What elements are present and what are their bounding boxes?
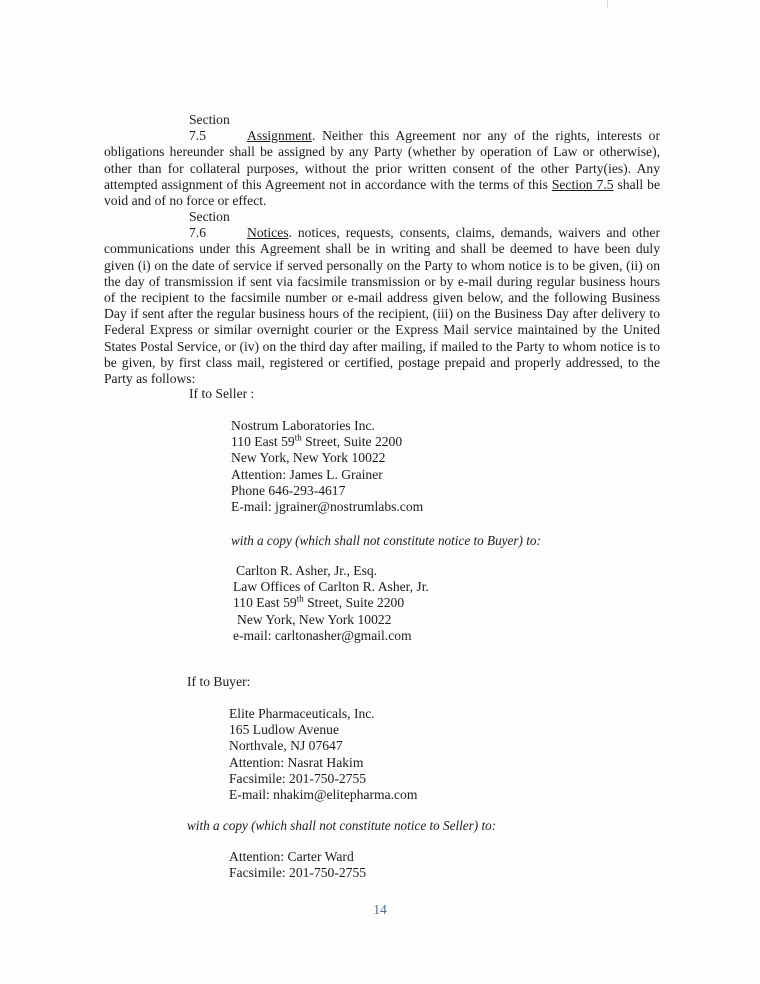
seller-name: Nostrum Laboratories Inc. [231,418,375,433]
seller-copy-city: New York, New York 10022 [237,611,392,627]
section-7-6-paragraph [104,209,660,387]
seller-attention: Attention: James L. Grainer [231,466,383,482]
seller-phone: Phone 646-293-4617 [231,482,346,498]
buyer-facsimile: Facsimile: 201-750-2755 [229,770,367,786]
buyer-copy-address-block [229,849,366,881]
seller-copy-note: with a copy (which shall not constitute notice to Buyer) to: [231,533,541,548]
scan-edge-mark [607,0,608,8]
seller-copy-firm: Law Offices of Carlton R. Asher, Jr. [233,579,429,595]
section-7-5-reference: Section 7.5 [551,176,614,192]
buyer-label: If to Buyer: [187,674,251,689]
buyer-copy-note: with a copy (which shall not constitute notice to Seller) to: [187,818,497,833]
section-7-5-body: . Neither this Agreement nor any of the rights, interests or obligations hereunder shall be assigned by any Party (whether by operation of Law or otherwise), other than for collateral purposes, without the prior written consent of the other Party(ies). Any attempted assignment of this Agreement not in accordance with the terms of this [104,128,660,192]
section-7-5-heading: Assignment [247,128,312,144]
seller-address-block [231,418,423,515]
section-7-6-number: Section 7.6 [189,209,230,241]
seller-city: New York, New York 10022 [231,450,386,466]
buyer-copy-facsimile: Facsimile: 201-750-2755 [229,865,367,881]
section-7-6-body: . notices, requests, consents, claims, demands, waivers and other communications under this Agreement shall be in writing and shall be deemed to have been duly given (i) on the date of service if served personally on the Party to whom notice is to be given, (ii) on the day of transmission if sent via facsimile transmission or by e-mail during regular business hours of the recipient to the facsimile number or e-mail address given below, and the following Business Day if sent after the regular business hours of the recipient, (iii) on the Business Day after delivery to Federal Express or similar overnight courier or the Express Mail service maintained by the United States Postal Service, or (iv) on the third day after mailing, if mailed to the Party to whom notice is to be given, by first class mail, registered or certified, postage prepaid and properly addressed, to the Party as follows: [104,225,660,387]
seller-copy-street: 110 East 59th Street, Suite 2200 [233,593,405,611]
seller-copy-name: Carlton R. Asher, Jr., Esq. [236,563,378,578]
page-number: 14 [373,902,387,917]
buyer-city: Northvale, NJ 07647 [229,738,343,754]
buyer-name: Elite Pharmaceuticals, Inc. [229,706,375,721]
section-7-6-heading: Notices [247,225,289,241]
seller-copy-email: e-mail: carltonasher@gmail.com [233,627,412,643]
seller-label: If to Seller : [189,386,255,401]
section-7-5-number: Section 7.5 [189,112,230,144]
buyer-copy-attention: Attention: Carter Ward [229,849,354,864]
buyer-email: E-mail: nhakim@elitepharma.com [229,787,418,803]
section-7-5-body-end: shall be void and of no force or effect. [104,176,660,209]
seller-copy-address-block [233,563,429,644]
buyer-street: 165 Ludlow Avenue [229,722,339,738]
seller-email: E-mail: jgrainer@nostrumlabs.com [231,499,424,515]
seller-street: 110 East 59th Street, Suite 2200 [231,432,403,450]
section-7-5-paragraph [104,112,660,209]
buyer-address-block [229,706,417,803]
buyer-attention: Attention: Nasrat Hakim [229,754,364,770]
